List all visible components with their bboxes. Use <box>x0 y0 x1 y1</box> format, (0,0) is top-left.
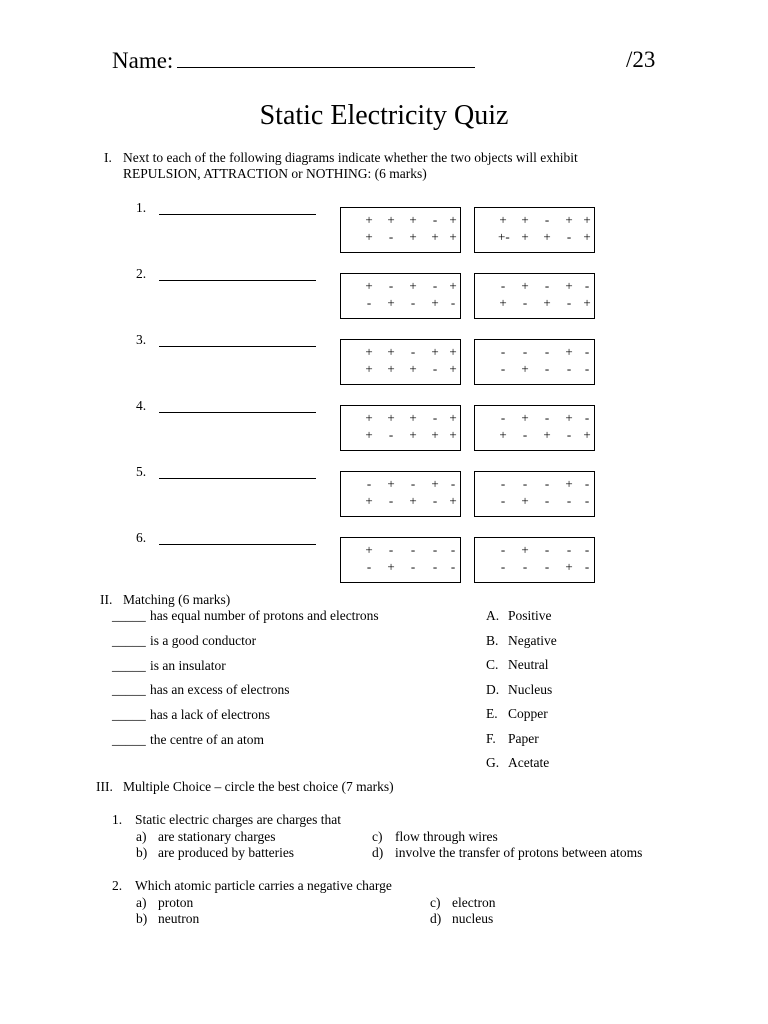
mc-option-label: b) <box>136 911 148 926</box>
charge-row <box>341 476 460 492</box>
charge-sign: - <box>366 476 372 491</box>
name-blank-line[interactable] <box>177 47 475 68</box>
page-title: Static Electricity Quiz <box>259 100 509 131</box>
charge-sign: + <box>387 212 395 227</box>
charge-sign: - <box>584 476 590 491</box>
matching-statement: is a good conductor <box>150 632 257 648</box>
charge-sign: + <box>521 410 529 425</box>
charge-sign: + <box>365 493 373 508</box>
charge-sign: + <box>583 295 591 310</box>
charge-sign: + <box>565 476 573 491</box>
charge-sign: - <box>500 493 506 508</box>
answer-blank-line[interactable] <box>159 399 316 413</box>
mc-option-d[interactable]: nucleus <box>452 911 494 926</box>
charge-sign: - <box>410 542 416 557</box>
charge-sign: - <box>584 278 590 293</box>
choice-letter: F. <box>486 730 496 746</box>
charge-sign: + <box>499 212 507 227</box>
charge-row <box>341 229 460 245</box>
charge-sign: + <box>365 361 373 376</box>
charge-sign: + <box>365 542 373 557</box>
matching-blank[interactable]: _____ <box>112 657 146 673</box>
charge-sign: - <box>584 361 590 376</box>
charge-sign: - <box>584 542 590 557</box>
mc-option-c[interactable]: electron <box>452 895 496 910</box>
mc-option-label: a) <box>136 895 147 910</box>
charge-sign: - <box>566 229 572 244</box>
charge-sign: - <box>366 559 372 574</box>
charge-sign: + <box>365 344 373 359</box>
charge-sign: - <box>432 361 438 376</box>
answer-blank-line[interactable] <box>159 333 316 347</box>
charge-row <box>475 295 594 311</box>
charge-row <box>341 295 460 311</box>
charge-sign: - <box>500 542 506 557</box>
choice-text: Neutral <box>508 657 549 672</box>
mc-option-label: a) <box>136 829 147 844</box>
charge-sign: - <box>544 278 550 293</box>
charge-sign: - <box>522 476 528 491</box>
charge-row <box>341 427 460 443</box>
mc-question-text: Static electric charges are charges that <box>135 812 342 827</box>
charge-sign: - <box>544 410 550 425</box>
charge-row <box>341 361 460 377</box>
charge-sign: + <box>521 229 529 244</box>
charge-sign: - <box>432 278 438 293</box>
charge-sign: - <box>584 493 590 508</box>
charge-row <box>475 493 594 509</box>
matching-blank[interactable]: _____ <box>112 732 146 747</box>
mc-option-b[interactable]: are produced by batteries <box>158 845 295 860</box>
charge-sign: - <box>522 559 528 574</box>
matching-statement: has an excess of electrons <box>150 682 290 698</box>
charge-sign: - <box>410 295 416 310</box>
mc-question-number: 1. <box>112 812 123 827</box>
charge-sign: + <box>499 427 507 442</box>
question-number: 1. <box>136 200 147 215</box>
section1-numeral: I. <box>104 150 112 165</box>
charge-box-left <box>340 537 461 583</box>
answer-blank-line[interactable] <box>159 267 316 281</box>
charge-sign: - <box>544 361 550 376</box>
mc-option-label: c) <box>372 829 383 844</box>
charge-row <box>475 427 594 443</box>
mc-option-label: d) <box>430 911 442 926</box>
choice-text: Negative <box>508 632 557 648</box>
matching-blank[interactable]: _____ <box>112 632 146 648</box>
charge-sign: + <box>499 295 507 310</box>
answer-blank-line[interactable] <box>159 531 316 545</box>
charge-box-right <box>474 273 595 319</box>
charge-sign: + <box>409 278 417 293</box>
charge-sign: + <box>565 212 573 227</box>
question-number: 4. <box>136 398 147 413</box>
charge-sign: - <box>450 476 456 491</box>
charge-sign: + <box>387 344 395 359</box>
choice-letter: E. <box>486 706 498 721</box>
choice-letter: G. <box>486 755 500 770</box>
choice-letter: C. <box>486 657 499 672</box>
charge-sign: - <box>432 493 438 508</box>
charge-box-left <box>340 207 461 253</box>
charge-sign: + <box>521 542 529 557</box>
charge-sign: + <box>543 427 551 442</box>
charge-sign: + <box>387 295 395 310</box>
charge-row <box>475 559 594 575</box>
charge-row <box>475 344 594 360</box>
mc-option-d[interactable]: involve the transfer of protons between atoms <box>395 845 643 860</box>
charge-row <box>341 559 460 575</box>
answer-blank-line[interactable] <box>159 465 316 479</box>
charge-sign: - <box>388 493 394 508</box>
charge-sign: - <box>584 559 590 574</box>
charge-sign: + <box>521 278 529 293</box>
charge-sign: - <box>500 361 506 376</box>
charge-sign: - <box>366 295 372 310</box>
charge-sign: - <box>500 559 506 574</box>
charge-box-right <box>474 405 595 451</box>
charge-row <box>341 542 460 558</box>
charge-sign: + <box>565 344 573 359</box>
charge-sign: - <box>566 361 572 376</box>
charge-sign: - <box>388 542 394 557</box>
charge-sign: + <box>449 229 457 244</box>
charge-sign: + <box>365 278 373 293</box>
charge-row <box>475 542 594 558</box>
charge-sign: - <box>544 212 550 227</box>
mc-option-label: d) <box>372 845 384 860</box>
mc-option-b[interactable]: neutron <box>158 911 200 926</box>
name-label: Name: <box>112 48 174 73</box>
charge-sign: - <box>450 559 456 574</box>
charge-sign: - <box>544 493 550 508</box>
charge-sign: + <box>431 427 439 442</box>
charge-sign: - <box>584 344 590 359</box>
charge-sign: + <box>431 476 439 491</box>
section3-numeral: III. <box>96 779 113 794</box>
charge-sign: - <box>544 559 550 574</box>
charge-sign: - <box>522 344 528 359</box>
charge-sign: + <box>449 361 457 376</box>
choice-letter: D. <box>486 681 500 697</box>
charge-sign: + <box>431 295 439 310</box>
choice-text: Nucleus <box>508 681 553 697</box>
charge-sign: - <box>410 476 416 491</box>
charge-box-left <box>340 405 461 451</box>
charge-sign: - <box>544 542 550 557</box>
charge-sign: + <box>565 559 573 574</box>
charge-sign: + <box>409 361 417 376</box>
mc-question-number: 2. <box>112 878 123 893</box>
choice-letter: B. <box>486 632 499 648</box>
section2-numeral: II. <box>100 592 113 607</box>
charge-sign: + <box>431 344 439 359</box>
charge-sign: - <box>500 476 506 491</box>
charge-row <box>475 476 594 492</box>
charge-sign: - <box>432 410 438 425</box>
charge-sign: + <box>449 278 457 293</box>
charge-sign: - <box>566 427 572 442</box>
charge-sign: + <box>449 410 457 425</box>
question-number: 3. <box>136 332 147 347</box>
charge-sign: + <box>521 493 529 508</box>
charge-box-right <box>474 471 595 517</box>
mc-option-label: c) <box>430 895 441 910</box>
charge-sign: - <box>566 295 572 310</box>
charge-row <box>341 212 460 228</box>
total-score: /23 <box>626 47 656 72</box>
charge-sign: - <box>522 295 528 310</box>
charge-sign: +- <box>498 229 510 244</box>
charge-sign: + <box>387 476 395 491</box>
charge-sign: - <box>500 410 506 425</box>
name-field[interactable] <box>112 47 475 74</box>
charge-sign: + <box>409 229 417 244</box>
mc-question-text: Which atomic particle carries a negative charge <box>135 878 392 893</box>
matching-blank[interactable]: _____ <box>112 608 146 623</box>
charge-row <box>341 493 460 509</box>
charge-sign: + <box>409 493 417 508</box>
answer-blank-line[interactable] <box>159 201 316 215</box>
section2-heading: Matching (6 marks) <box>123 592 231 607</box>
charge-sign: - <box>432 212 438 227</box>
charge-sign: - <box>566 493 572 508</box>
charge-sign: + <box>365 212 373 227</box>
section3-heading: Multiple Choice – circle the best choice (7 marks) <box>123 779 394 794</box>
charge-box-right <box>474 207 595 253</box>
charge-sign: + <box>449 427 457 442</box>
charge-row <box>341 410 460 426</box>
charge-sign: + <box>365 410 373 425</box>
charge-row <box>341 278 460 294</box>
charge-sign: + <box>565 278 573 293</box>
charge-sign: - <box>388 278 394 293</box>
charge-box-left <box>340 339 461 385</box>
charge-sign: - <box>450 295 456 310</box>
charge-sign: + <box>387 361 395 376</box>
charge-sign: - <box>388 229 394 244</box>
charge-sign: - <box>566 542 572 557</box>
charge-box-right <box>474 537 595 583</box>
charge-sign: + <box>409 212 417 227</box>
charge-sign: + <box>365 229 373 244</box>
matching-statement: the centre of an atom <box>150 732 264 747</box>
charge-sign: - <box>432 542 438 557</box>
charge-sign: + <box>565 410 573 425</box>
charge-sign: - <box>544 344 550 359</box>
charge-sign: + <box>387 559 395 574</box>
section1-instruction-line1: Next to each of the following diagrams indicate whether the two objects will exhibit <box>123 150 578 165</box>
mc-option-a[interactable]: proton <box>158 895 194 910</box>
charge-sign: - <box>500 278 506 293</box>
choice-letter: A. <box>486 608 500 623</box>
question-number: 5. <box>136 464 147 479</box>
charge-row <box>475 278 594 294</box>
charge-sign: + <box>583 229 591 244</box>
question-number: 6. <box>136 530 147 545</box>
charge-sign: - <box>410 344 416 359</box>
charge-sign: + <box>409 410 417 425</box>
matching-blank[interactable]: _____ <box>112 707 146 723</box>
choice-text: Copper <box>508 706 548 721</box>
charge-sign: + <box>521 212 529 227</box>
matching-statement: has a lack of electrons <box>150 707 270 723</box>
choice-text: Paper <box>508 730 539 746</box>
charge-sign: + <box>583 427 591 442</box>
charge-sign: - <box>544 476 550 491</box>
charge-sign: + <box>449 212 457 227</box>
section1-instruction-line2: REPULSION, ATTRACTION or NOTHING: (6 marks) <box>123 166 427 181</box>
charge-sign: + <box>431 229 439 244</box>
mc-option-c[interactable]: flow through wires <box>395 829 498 844</box>
choice-text: Positive <box>508 608 552 623</box>
charge-sign: - <box>522 427 528 442</box>
charge-sign: + <box>521 361 529 376</box>
matching-blank[interactable]: _____ <box>112 682 146 698</box>
charge-sign: + <box>409 427 417 442</box>
charge-row <box>341 344 460 360</box>
charge-sign: - <box>432 559 438 574</box>
charge-sign: + <box>543 295 551 310</box>
charge-sign: + <box>449 344 457 359</box>
charge-row <box>475 410 594 426</box>
charge-sign: - <box>388 427 394 442</box>
charge-sign: - <box>450 542 456 557</box>
mc-option-label: b) <box>136 845 148 860</box>
matching-statement: is an insulator <box>150 657 226 673</box>
charge-sign: - <box>410 559 416 574</box>
question-number: 2. <box>136 266 147 281</box>
choice-text: Acetate <box>508 755 550 770</box>
charge-row <box>475 361 594 377</box>
charge-sign: - <box>500 344 506 359</box>
charge-box-left <box>340 273 461 319</box>
charge-sign: - <box>584 410 590 425</box>
charge-box-right <box>474 339 595 385</box>
charge-row <box>475 229 594 245</box>
charge-sign: + <box>543 229 551 244</box>
charge-sign: + <box>583 212 591 227</box>
mc-option-a[interactable]: are stationary charges <box>158 829 276 844</box>
charge-sign: + <box>365 427 373 442</box>
charge-row <box>475 212 594 228</box>
charge-sign: + <box>387 410 395 425</box>
matching-statement: has equal number of protons and electrons <box>150 608 379 623</box>
charge-box-left <box>340 471 461 517</box>
charge-sign: + <box>449 493 457 508</box>
